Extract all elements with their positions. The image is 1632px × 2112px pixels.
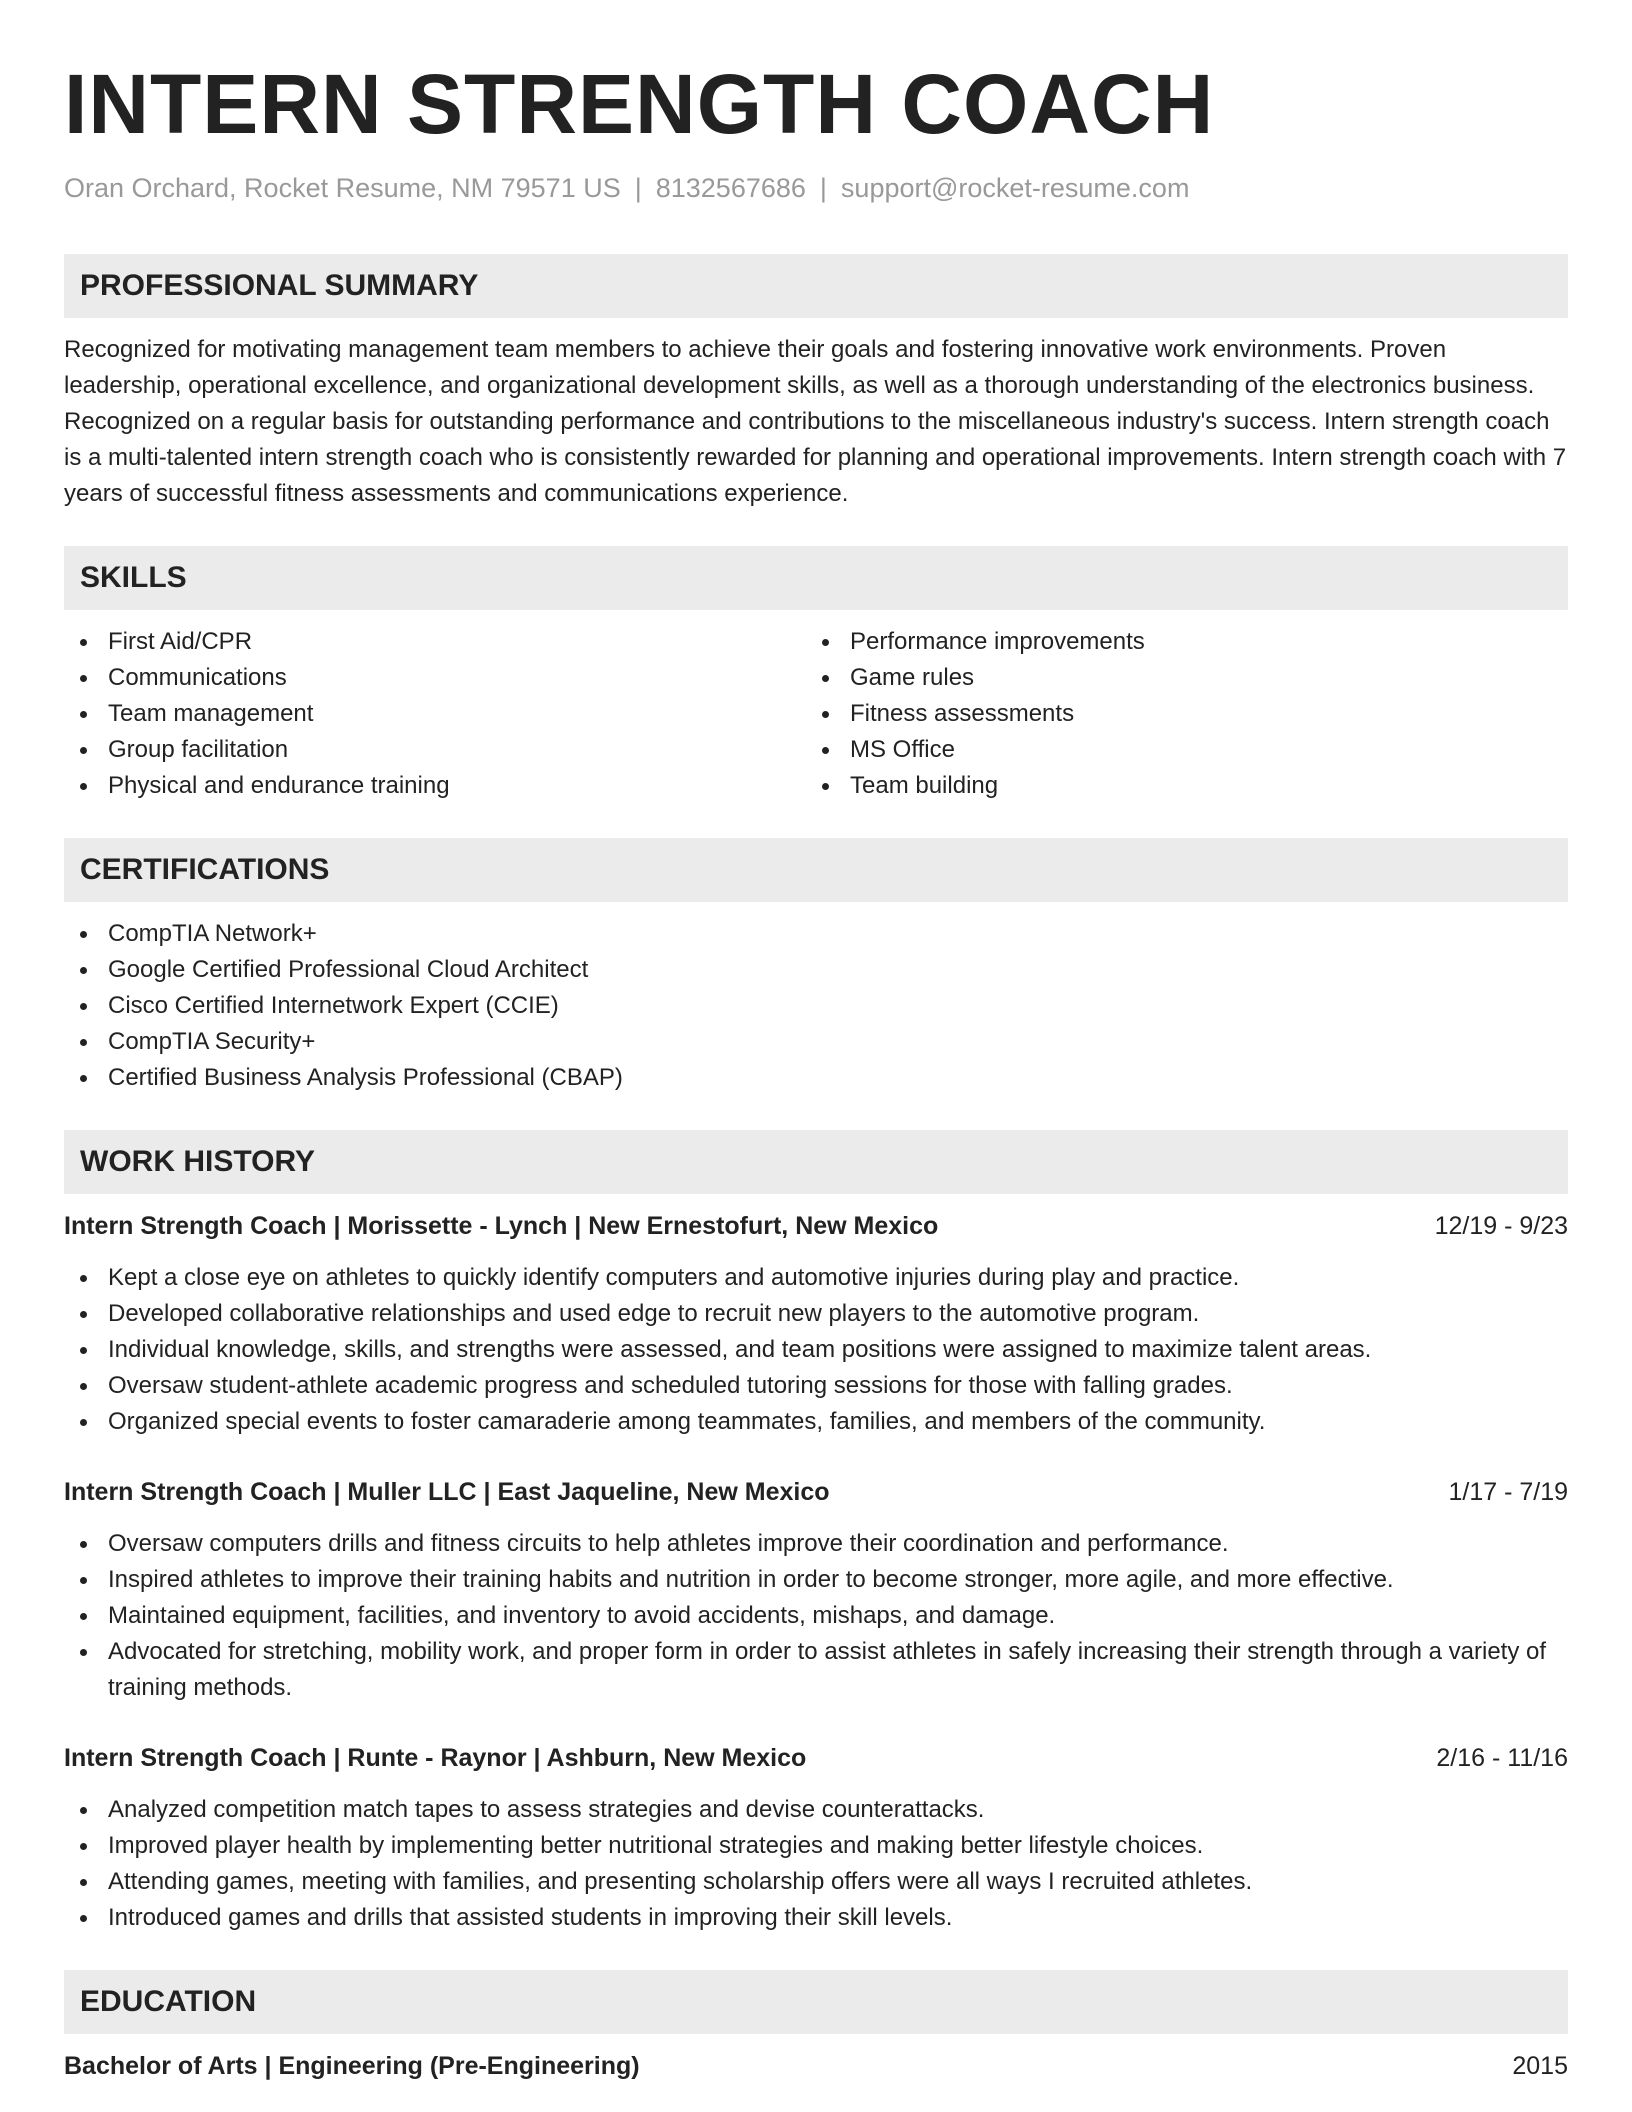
certification-item: Google Certified Professional Cloud Architect — [64, 952, 1568, 988]
skill-item: Fitness assessments — [806, 696, 1548, 732]
job-bullet: Attending games, meeting with families, and presenting scholarship offers were all ways I recruited athletes. — [64, 1864, 1568, 1900]
skill-item: MS Office — [806, 732, 1548, 768]
certification-item: CompTIA Network+ — [64, 916, 1568, 952]
skills-columns — [64, 610, 1568, 804]
skill-item: Group facilitation — [64, 732, 806, 768]
job-dates: 12/19 - 9/23 — [1434, 1212, 1568, 1240]
job-bullets — [64, 1260, 1568, 1440]
skill-item: First Aid/CPR — [64, 624, 806, 660]
section-heading-work-history: WORK HISTORY — [64, 1130, 1568, 1194]
skill-item: Game rules — [806, 660, 1548, 696]
contact-separator: | — [634, 173, 642, 203]
job-title: Intern Strength Coach | Morissette - Lynch | New Ernestofurt, New Mexico — [64, 1212, 939, 1240]
job-title: Intern Strength Coach | Runte - Raynor | Ashburn, New Mexico — [64, 1744, 807, 1772]
job-bullet: Kept a close eye on athletes to quickly identify computers and automotive injuries during play and practice. — [64, 1260, 1568, 1296]
job-bullet: Maintained equipment, facilities, and inventory to avoid accidents, mishaps, and damage. — [64, 1598, 1568, 1634]
job-bullets — [64, 1792, 1568, 1936]
job-entry — [64, 1208, 1568, 1440]
job-header — [64, 1740, 1568, 1776]
job-bullet: Inspired athletes to improve their training habits and nutrition in order to become stronger, more agile, and more effective. — [64, 1562, 1568, 1598]
section-heading-education: EDUCATION — [64, 1970, 1568, 2034]
job-entry — [64, 1474, 1568, 1706]
job-bullet: Oversaw student-athlete academic progress and scheduled tutoring sessions for those with falling grades. — [64, 1368, 1568, 1404]
certification-item: Certified Business Analysis Professional (CBAP) — [64, 1060, 1568, 1096]
skills-list-right — [806, 624, 1548, 804]
education-degree: Bachelor of Arts | Engineering (Pre-Engineering) — [64, 2052, 640, 2080]
job-bullets — [64, 1526, 1568, 1706]
job-bullet: Organized special events to foster camaraderie among teammates, families, and members of the community. — [64, 1404, 1568, 1440]
resume-name: INTERN STRENGTH COACH — [64, 57, 1215, 151]
contact-address: Oran Orchard, Rocket Resume, NM 79571 US — [64, 173, 621, 203]
skill-item: Physical and endurance training — [64, 768, 806, 804]
education-entry — [64, 2048, 1568, 2084]
skill-item: Performance improvements — [806, 624, 1548, 660]
job-bullet: Improved player health by implementing better nutritional strategies and making better lifestyle choices. — [64, 1828, 1568, 1864]
certifications-list — [64, 916, 1568, 1096]
job-dates: 1/17 - 7/19 — [1448, 1478, 1568, 1506]
certification-item: CompTIA Security+ — [64, 1024, 1568, 1060]
resume-page — [64, 0, 1568, 2084]
skill-item: Team management — [64, 696, 806, 732]
skill-item: Communications — [64, 660, 806, 696]
job-entry — [64, 1740, 1568, 1936]
job-dates: 2/16 - 11/16 — [1436, 1744, 1568, 1772]
section-heading-summary: PROFESSIONAL SUMMARY — [64, 254, 1568, 318]
contact-email[interactable]: support@rocket-resume.com — [840, 173, 1190, 203]
skill-item: Team building — [806, 768, 1548, 804]
contact-line — [64, 172, 1568, 204]
job-bullet: Individual knowledge, skills, and strengths were assessed, and team positions were assigned to maximize talent areas. — [64, 1332, 1568, 1368]
section-heading-certifications: CERTIFICATIONS — [64, 838, 1568, 902]
skills-list-left — [64, 624, 806, 804]
contact-phone: 8132567686 — [655, 173, 806, 203]
job-bullet: Analyzed competition match tapes to assess strategies and devise counterattacks. — [64, 1792, 1568, 1828]
section-heading-skills: SKILLS — [64, 546, 1568, 610]
contact-separator: | — [819, 173, 827, 203]
job-header — [64, 1474, 1568, 1510]
job-bullet: Developed collaborative relationships and used edge to recruit new players to the automotive program. — [64, 1296, 1568, 1332]
certification-item: Cisco Certified Internetwork Expert (CCIE) — [64, 988, 1568, 1024]
summary-text: Recognized for motivating management team members to achieve their goals and fostering innovative work environments. Proven leadership, operational excellence, and organizational development skills, as well as a thorough understanding of the electronics business. Recognized on a regular basis for outstanding performance and contributions to the miscellaneous industry's success. Intern strength coach is a multi-talented intern strength coach who is consistently rewarded for planning and operational improvements. Intern strength coach with 7 years of successful fitness assessments and communications experience. — [64, 336, 1567, 507]
job-bullet: Introduced games and drills that assisted students in improving their skill levels. — [64, 1900, 1568, 1936]
job-title: Intern Strength Coach | Muller LLC | East Jaqueline, New Mexico — [64, 1478, 830, 1506]
job-header — [64, 1208, 1568, 1244]
education-year: 2015 — [1512, 2052, 1568, 2080]
job-bullet: Advocated for stretching, mobility work, and proper form in order to assist athletes in safely increasing their strength through a variety of training methods. — [64, 1634, 1568, 1706]
job-bullet: Oversaw computers drills and fitness circuits to help athletes improve their coordination and performance. — [64, 1526, 1568, 1562]
